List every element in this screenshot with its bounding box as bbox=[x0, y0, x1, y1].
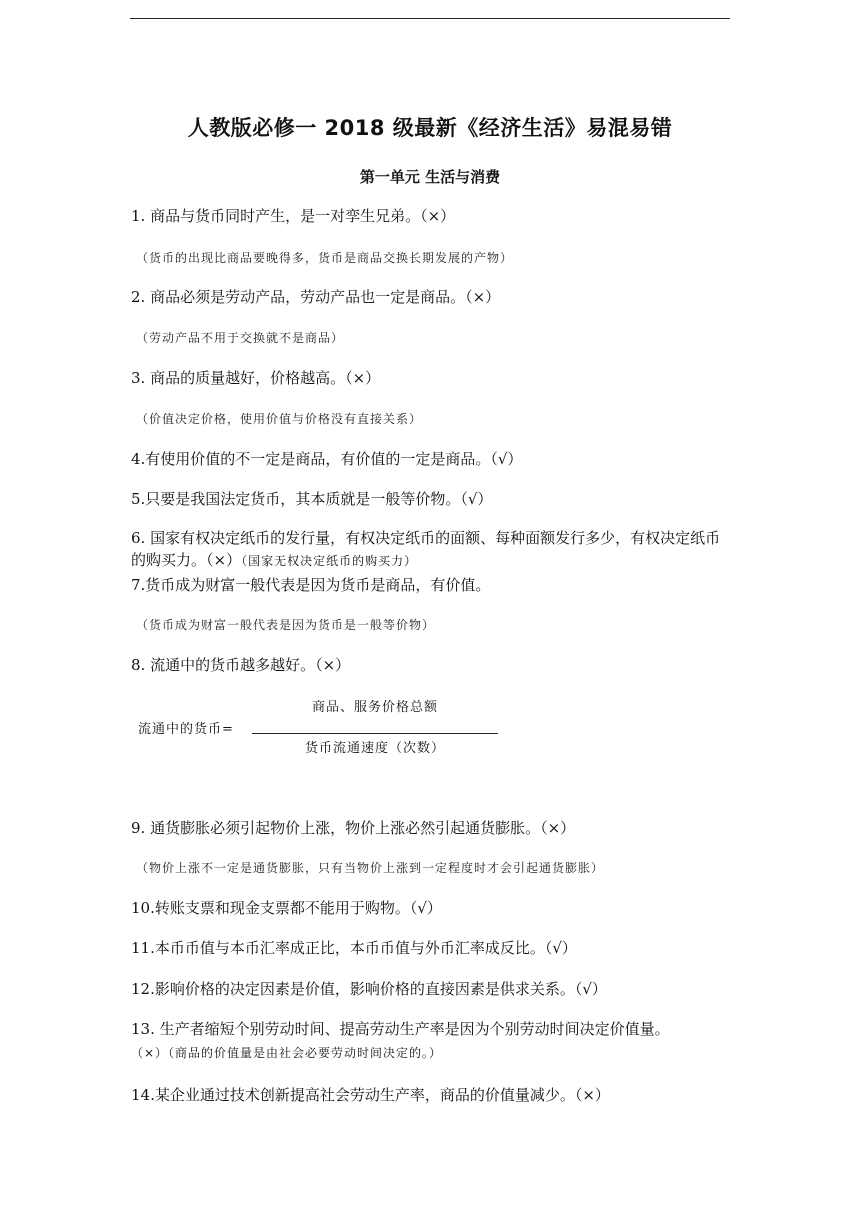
question-4: 4.有使用价值的不一定是商品，有价值的一定是商品。（√） bbox=[131, 450, 523, 468]
question-2-note: （劳动产品不用于交换就不是商品） bbox=[136, 331, 345, 345]
formula-fraction-line bbox=[252, 733, 498, 734]
question-7: 7.货币成为财富一般代表是因为货币是商品，有价值。 bbox=[131, 576, 491, 594]
question-13-note: （×）（商品的价值量是由社会必要劳动时间决定的。） bbox=[131, 1046, 443, 1060]
question-3: 3. 商品的质量越好，价格越高。（×） bbox=[131, 369, 381, 387]
header-rule bbox=[130, 18, 730, 19]
question-9-note: （物价上涨不一定是通货膨胀，只有当物价上涨到一定程度时才会引起通货膨胀） bbox=[136, 861, 605, 875]
question-8: 8. 流通中的货币越多越好。（×） bbox=[131, 656, 351, 674]
question-13: 13. 生产者缩短个别劳动时间、提高劳动生产率是因为个别劳动时间决定价值量。 bbox=[131, 1020, 670, 1038]
formula-numerator: 商品、服务价格总额 bbox=[311, 700, 438, 715]
question-9: 9. 通货膨胀必须引起物价上涨，物价上涨必然引起通货膨胀。（×） bbox=[131, 819, 576, 837]
question-7-note: （货币成为财富一般代表是因为货币是一般等价物） bbox=[136, 618, 436, 632]
question-14: 14.某企业通过技术创新提高社会劳动生产率，商品的价值量减少。（×） bbox=[131, 1086, 610, 1104]
question-3-note: （价值决定价格，使用价值与价格没有直接关系） bbox=[136, 412, 423, 426]
question-12: 12.影响价格的决定因素是价值，影响价格的直接因素是供求关系。（√） bbox=[131, 980, 607, 998]
question-10: 10.转账支票和现金支票都不能用于购物。（√） bbox=[131, 899, 442, 917]
question-1: 1. 商品与货币同时产生，是一对孪生兄弟。（×） bbox=[131, 207, 456, 225]
question-6-note: （国家无权决定纸币的购买力） bbox=[241, 554, 418, 568]
formula-label: 流通中的货币= bbox=[138, 722, 234, 737]
question-6 bbox=[131, 527, 731, 572]
document-title: 人教版必修一 2018 级最新《经济生活》易混易错 bbox=[187, 116, 673, 140]
question-11: 11.本币币值与本币汇率成正比，本币币值与外币汇率成反比。（√） bbox=[131, 939, 577, 957]
formula-denominator: 货币流通速度（次数） bbox=[304, 741, 445, 756]
question-5: 5.只要是我国法定货币，其本质就是一般等价物。（√） bbox=[131, 490, 493, 508]
question-6-text: 6. 国家有权决定纸币的发行量，有权决定纸币的面额、每种面额发行多少，有权决定纸币的购买力。（×） bbox=[131, 529, 721, 569]
question-2: 2. 商品必须是劳动产品，劳动产品也一定是商品。（×） bbox=[131, 288, 501, 306]
unit-heading: 第一单元 生活与消费 bbox=[359, 168, 501, 186]
question-1-note: （货币的出现比商品要晚得多，货币是商品交换长期发展的产物） bbox=[136, 251, 514, 265]
